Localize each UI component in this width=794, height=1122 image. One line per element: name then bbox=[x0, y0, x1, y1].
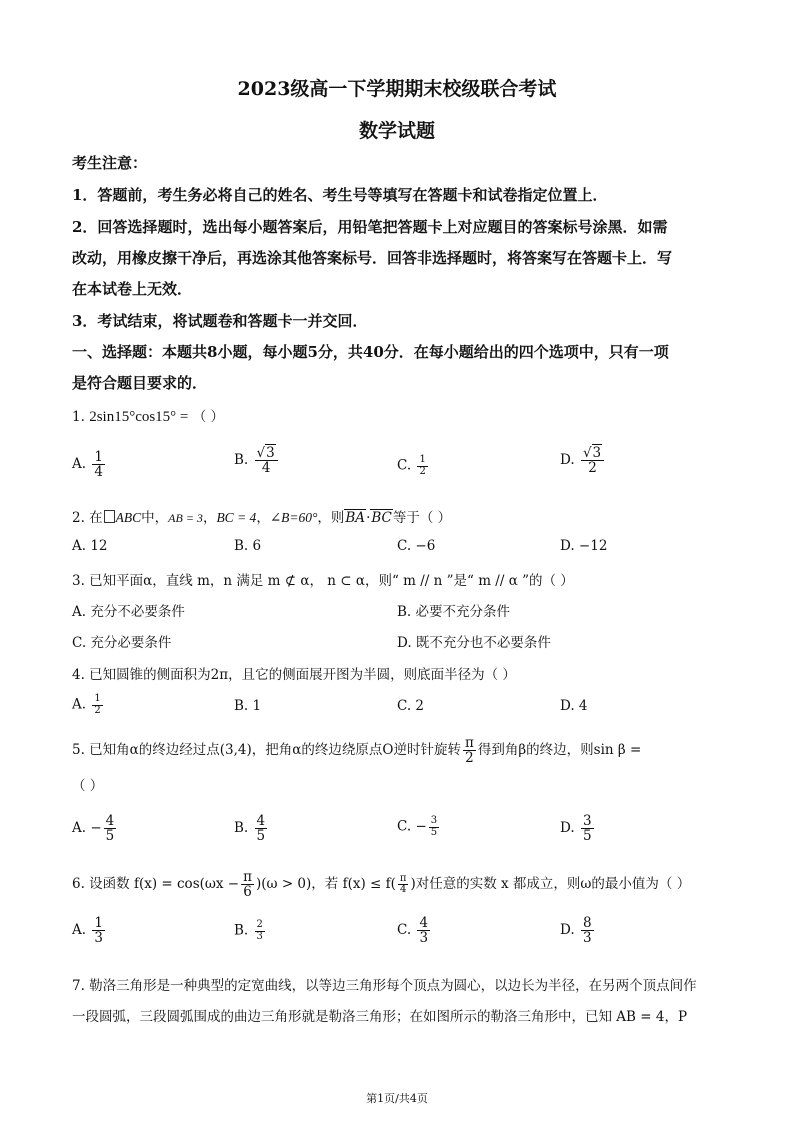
denominator: 3 bbox=[582, 930, 592, 947]
fraction bbox=[581, 446, 604, 475]
sqrt-radicand bbox=[265, 446, 276, 460]
option-label: D. bbox=[560, 452, 575, 469]
numerator: 3 bbox=[582, 813, 592, 829]
denominator: 5 bbox=[256, 828, 266, 845]
numerator: 1 bbox=[94, 915, 103, 931]
option-d: D. 4 bbox=[560, 698, 588, 714]
numerator: 3 bbox=[430, 815, 438, 826]
option-d: D. 既不充分也不必要条件 bbox=[397, 635, 551, 651]
denominator: 2 bbox=[465, 750, 474, 767]
notice-item-2-line-1: 2．回答选择题时，选出每小题答案后，用铅笔把答题卡上对应题目的答案标号涂黑．如需 bbox=[72, 218, 668, 236]
option-d: D. −12 bbox=[560, 538, 608, 554]
fraction bbox=[255, 814, 268, 843]
option-label: A. bbox=[72, 456, 87, 473]
option-c bbox=[397, 816, 441, 838]
fraction bbox=[463, 736, 476, 765]
option-b: B. 1 bbox=[234, 698, 262, 714]
answer-paren: （ ） bbox=[72, 778, 104, 794]
side-bc: BC = 4 bbox=[216, 510, 257, 525]
option-a bbox=[72, 450, 107, 479]
numerator: 4 bbox=[105, 813, 115, 829]
option-c bbox=[397, 916, 432, 945]
option-b bbox=[234, 920, 267, 942]
option-label: B. bbox=[234, 820, 249, 837]
option-b bbox=[234, 446, 280, 475]
fraction bbox=[398, 874, 409, 896]
question-text: 2. 在 bbox=[72, 510, 103, 526]
question-text: )(ω > 0)，若 f(x) ≤ f( bbox=[255, 876, 396, 893]
numerator: 1 bbox=[419, 454, 426, 465]
fraction bbox=[92, 694, 102, 716]
numerator: π bbox=[243, 869, 252, 885]
numerator: 1 bbox=[94, 449, 103, 465]
denominator: 5 bbox=[582, 828, 592, 845]
dot-product: · bbox=[366, 510, 371, 526]
denominator: 5 bbox=[430, 826, 438, 838]
option-d bbox=[560, 446, 606, 475]
side-ab: AB = 3 bbox=[168, 511, 203, 525]
denominator: 2 bbox=[588, 460, 597, 477]
notice-item-2-line-3: 在本试卷上无效． bbox=[72, 280, 193, 298]
denominator: 3 bbox=[94, 930, 103, 947]
numerator: π bbox=[464, 735, 474, 751]
option-label: D. bbox=[560, 820, 575, 837]
denominator: 2 bbox=[94, 704, 101, 716]
separator: ， bbox=[202, 510, 217, 526]
notice-item-1: 1．答题前，考生务必将自己的姓名、考生号等填写在答题卡和试卷指定位置上． bbox=[72, 186, 608, 204]
fraction bbox=[581, 814, 594, 843]
denominator: 3 bbox=[419, 930, 429, 947]
fraction bbox=[241, 870, 254, 899]
question-number: 1. bbox=[72, 409, 85, 425]
exam-subtitle: 数学试题 bbox=[358, 120, 435, 142]
triangle-symbol-box bbox=[104, 510, 115, 523]
option-label: D. bbox=[560, 922, 575, 939]
question-text: 得到角β的终边，则sin β = bbox=[477, 742, 642, 759]
option-b: B. 必要不充分条件 bbox=[397, 604, 511, 620]
notice-item-3: 3．考试结束，将试题卷和答题卡一并交回． bbox=[72, 312, 368, 330]
sqrt-radicand bbox=[592, 446, 603, 460]
denominator: 2 bbox=[419, 465, 426, 477]
separator: ， bbox=[256, 510, 270, 526]
option-label: C. bbox=[397, 922, 412, 939]
fraction bbox=[92, 450, 105, 479]
answer-paren: （ ） bbox=[192, 409, 224, 425]
numerator: 4 bbox=[419, 915, 429, 931]
option-c bbox=[397, 455, 430, 477]
option-d bbox=[560, 916, 596, 945]
exam-title: 2023级高一下学期期末校级联合考试 bbox=[237, 78, 557, 100]
question-6 bbox=[72, 870, 690, 899]
option-label: C. bbox=[397, 818, 412, 835]
denominator: 4 bbox=[94, 464, 103, 481]
numerator: 2 bbox=[256, 919, 263, 930]
minus-sign: − bbox=[415, 818, 427, 835]
question-text: 等于（ ） bbox=[392, 510, 452, 526]
option-label: B. bbox=[234, 452, 249, 469]
question-7-line-2: 一段圆弧，三段圆弧围成的曲边三角形就是勒洛三角形；在如图所示的勒洛三角形中，已知 AB = 4，P bbox=[72, 1009, 688, 1025]
fraction bbox=[104, 814, 117, 843]
option-a: A. 12 bbox=[72, 538, 108, 554]
fraction bbox=[417, 916, 430, 945]
triangle-name: ABC bbox=[115, 510, 142, 525]
numerator: π bbox=[399, 872, 407, 884]
option-a bbox=[72, 916, 107, 945]
vector-bc: BC bbox=[371, 510, 392, 526]
fraction bbox=[429, 816, 439, 838]
denominator: 4 bbox=[261, 460, 271, 477]
denominator: 5 bbox=[105, 828, 115, 845]
option-a: A. 充分不必要条件 bbox=[72, 604, 185, 620]
option-a bbox=[72, 814, 118, 843]
option-label: B. bbox=[234, 922, 249, 939]
option-label: A. bbox=[72, 922, 87, 939]
radicand: 3 bbox=[592, 445, 602, 461]
question-expression: 2sin15°cos15° = bbox=[89, 409, 189, 425]
question-text: 中， bbox=[141, 510, 169, 526]
section-1-line-2: 是符合题目要求的． bbox=[72, 374, 208, 392]
page-footer: 第1页/共4页 bbox=[366, 1092, 428, 1105]
question-text: )对任意的实数 x 都成立，则ω的最小值为（ ） bbox=[410, 876, 691, 893]
minus-sign: − bbox=[90, 820, 102, 837]
option-label: C. bbox=[397, 457, 412, 474]
question-text: ，则 bbox=[317, 510, 345, 526]
option-c: C. −6 bbox=[397, 538, 436, 554]
question-7-line-1: 7. 勒洛三角形是一种典型的定宽曲线，以等边三角形每个顶点为圆心，以边长为半径，在另两个顶点间作 bbox=[72, 978, 697, 994]
option-label: A. bbox=[72, 820, 87, 837]
fraction bbox=[92, 916, 105, 945]
option-c: C. 2 bbox=[397, 698, 425, 714]
numerator: 8 bbox=[582, 915, 592, 931]
fraction bbox=[255, 446, 278, 475]
option-b: B. 6 bbox=[234, 538, 262, 554]
question-1 bbox=[72, 405, 224, 426]
question-4: 4. 已知圆锥的侧面积为2π，且它的侧面展开图为半圆，则底面半径为（ ） bbox=[72, 667, 516, 683]
numerator: 4 bbox=[256, 813, 266, 829]
notice-heading: 考生注意： bbox=[72, 154, 148, 172]
radicand: 3 bbox=[266, 445, 275, 461]
option-b bbox=[234, 814, 269, 843]
fraction bbox=[581, 916, 594, 945]
question-2 bbox=[72, 506, 451, 526]
numerator: √3 bbox=[581, 446, 604, 461]
question-text: 6. 设函数 f(x) = cos(ωx − bbox=[72, 876, 240, 893]
fraction bbox=[417, 455, 427, 477]
numerator: 1 bbox=[94, 693, 101, 704]
notice-item-2-line-2: 改动，用橡皮擦干净后，再选涂其他答案标号．回答非选择题时，将答案写在答题卡上．写 bbox=[72, 249, 673, 267]
denominator: 6 bbox=[243, 884, 252, 901]
option-a bbox=[72, 694, 105, 716]
angle-b: ∠B=60° bbox=[269, 510, 318, 525]
question-3: 3. 已知平面α，直线 m，n 满足 m ⊄ α， n ⊂ α，则“ m // n ”是“ m // α ”的（ ） bbox=[72, 573, 574, 589]
question-text: 5. 已知角α的终边经过点(3,4)，把角α的终边绕原点O逆时针旋转 bbox=[72, 742, 461, 759]
option-label: A. bbox=[72, 696, 87, 713]
question-5 bbox=[72, 736, 641, 765]
option-d bbox=[560, 814, 596, 843]
section-1-line-1: 一、选择题：本题共8小题，每小题5分，共40分．在每小题给出的四个选项中，只有一项 bbox=[72, 343, 669, 361]
vector-ba: BA bbox=[345, 510, 366, 526]
denominator: 3 bbox=[256, 930, 263, 942]
numerator: √3 bbox=[255, 446, 278, 461]
fraction bbox=[255, 920, 265, 942]
option-c: C. 充分必要条件 bbox=[72, 635, 172, 651]
denominator: 4 bbox=[399, 884, 407, 896]
